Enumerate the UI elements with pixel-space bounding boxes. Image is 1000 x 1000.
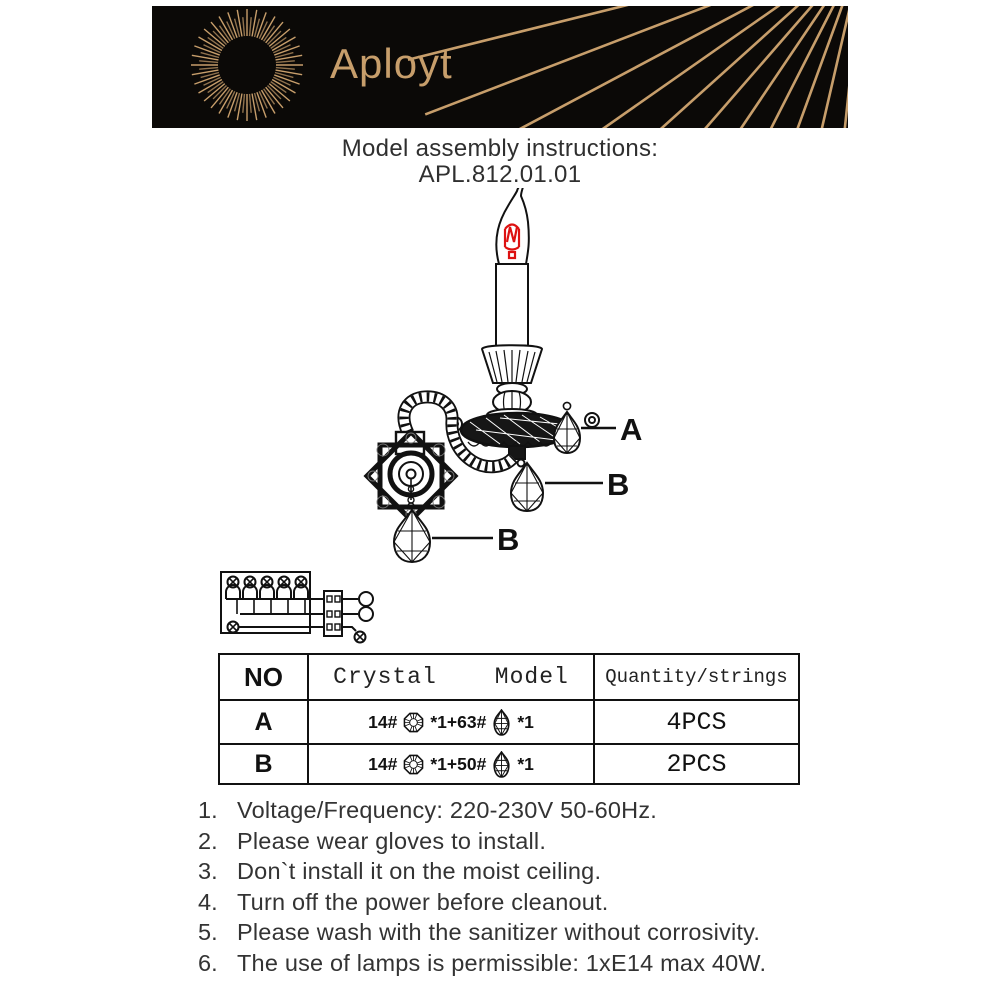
- wiring-diagram: [211, 563, 389, 651]
- teardrop-crystal-icon: [492, 751, 511, 778]
- label-b-mid: B: [607, 467, 630, 502]
- list-item: [198, 795, 838, 826]
- col-header-quantity: Quantity/strings: [593, 655, 798, 699]
- item-text: Turn off the power before cleanout.: [237, 888, 609, 915]
- row-b-crystal-model: [307, 743, 593, 783]
- list-item: [198, 856, 838, 887]
- supply-wires: [342, 592, 373, 643]
- table-header-row: [220, 655, 798, 699]
- list-item: [198, 917, 838, 948]
- lamp-symbols: [226, 577, 308, 600]
- list-item: [198, 887, 838, 918]
- item-number: 1.: [198, 797, 218, 823]
- parts-table: [218, 653, 800, 785]
- teardrop-crystal-icon: [492, 709, 511, 736]
- row-a-crystal-model: [307, 699, 593, 743]
- crystal-count: 14#: [368, 711, 398, 732]
- table-row-b: [220, 743, 798, 783]
- corner-rays: [398, 6, 848, 128]
- crystal-count: *1: [517, 711, 534, 732]
- instruction-list: [198, 795, 838, 979]
- wall-backplate: [367, 432, 455, 520]
- model-number: APL.812.01.01: [418, 161, 582, 188]
- label-b-bottom: B: [497, 522, 520, 557]
- crystal-count: *1+50#: [430, 753, 487, 774]
- row-b-quantity: 2PCS: [593, 743, 798, 783]
- table-row-a: [220, 699, 798, 743]
- col-header-model: Model: [494, 664, 569, 690]
- candle-sleeve: [496, 264, 528, 346]
- row-a-quantity: 4PCS: [593, 699, 798, 743]
- pendant-b-center: [511, 463, 543, 511]
- col-header-no: NO: [244, 661, 283, 692]
- item-number: 2.: [198, 827, 218, 854]
- brand-banner: [152, 6, 848, 128]
- item-number: 3.: [198, 858, 218, 885]
- item-text: Don`t install it on the moist ceiling.: [237, 858, 602, 885]
- label-a: A: [620, 412, 643, 447]
- octagon-crystal-icon: [403, 754, 424, 775]
- sconce-diagram: [345, 188, 665, 568]
- col-header-crystal-model: [307, 655, 593, 699]
- row-b-no: B: [220, 743, 307, 783]
- item-text: Please wash with the sanitizer without corrosivity.: [237, 919, 761, 946]
- brand-name: Aployt: [330, 40, 453, 87]
- page-title: Model assembly instructions:: [341, 135, 659, 162]
- item-number: 5.: [198, 919, 218, 946]
- col-header-crystal: Crystal: [333, 664, 437, 690]
- terminal-block: [324, 591, 342, 636]
- crystal-count: *1: [517, 753, 534, 774]
- crystal-count: *1+63#: [430, 711, 487, 732]
- corner-rays-icon: [152, 6, 848, 128]
- row-a-no: A: [220, 699, 307, 743]
- list-item: [198, 826, 838, 857]
- item-text: The use of lamps is permissible: 1xE14 max 40W.: [237, 949, 767, 976]
- list-item: [198, 948, 838, 979]
- item-text: Please wear gloves to install.: [237, 827, 547, 854]
- item-number: 6.: [198, 949, 218, 976]
- item-text: Voltage/Frequency: 220-230V 50-60Hz.: [237, 797, 658, 823]
- crystal-count: 14#: [368, 753, 398, 774]
- octagon-crystal-icon: [403, 712, 424, 733]
- pendant-a: [554, 402, 580, 453]
- item-number: 4.: [198, 888, 218, 915]
